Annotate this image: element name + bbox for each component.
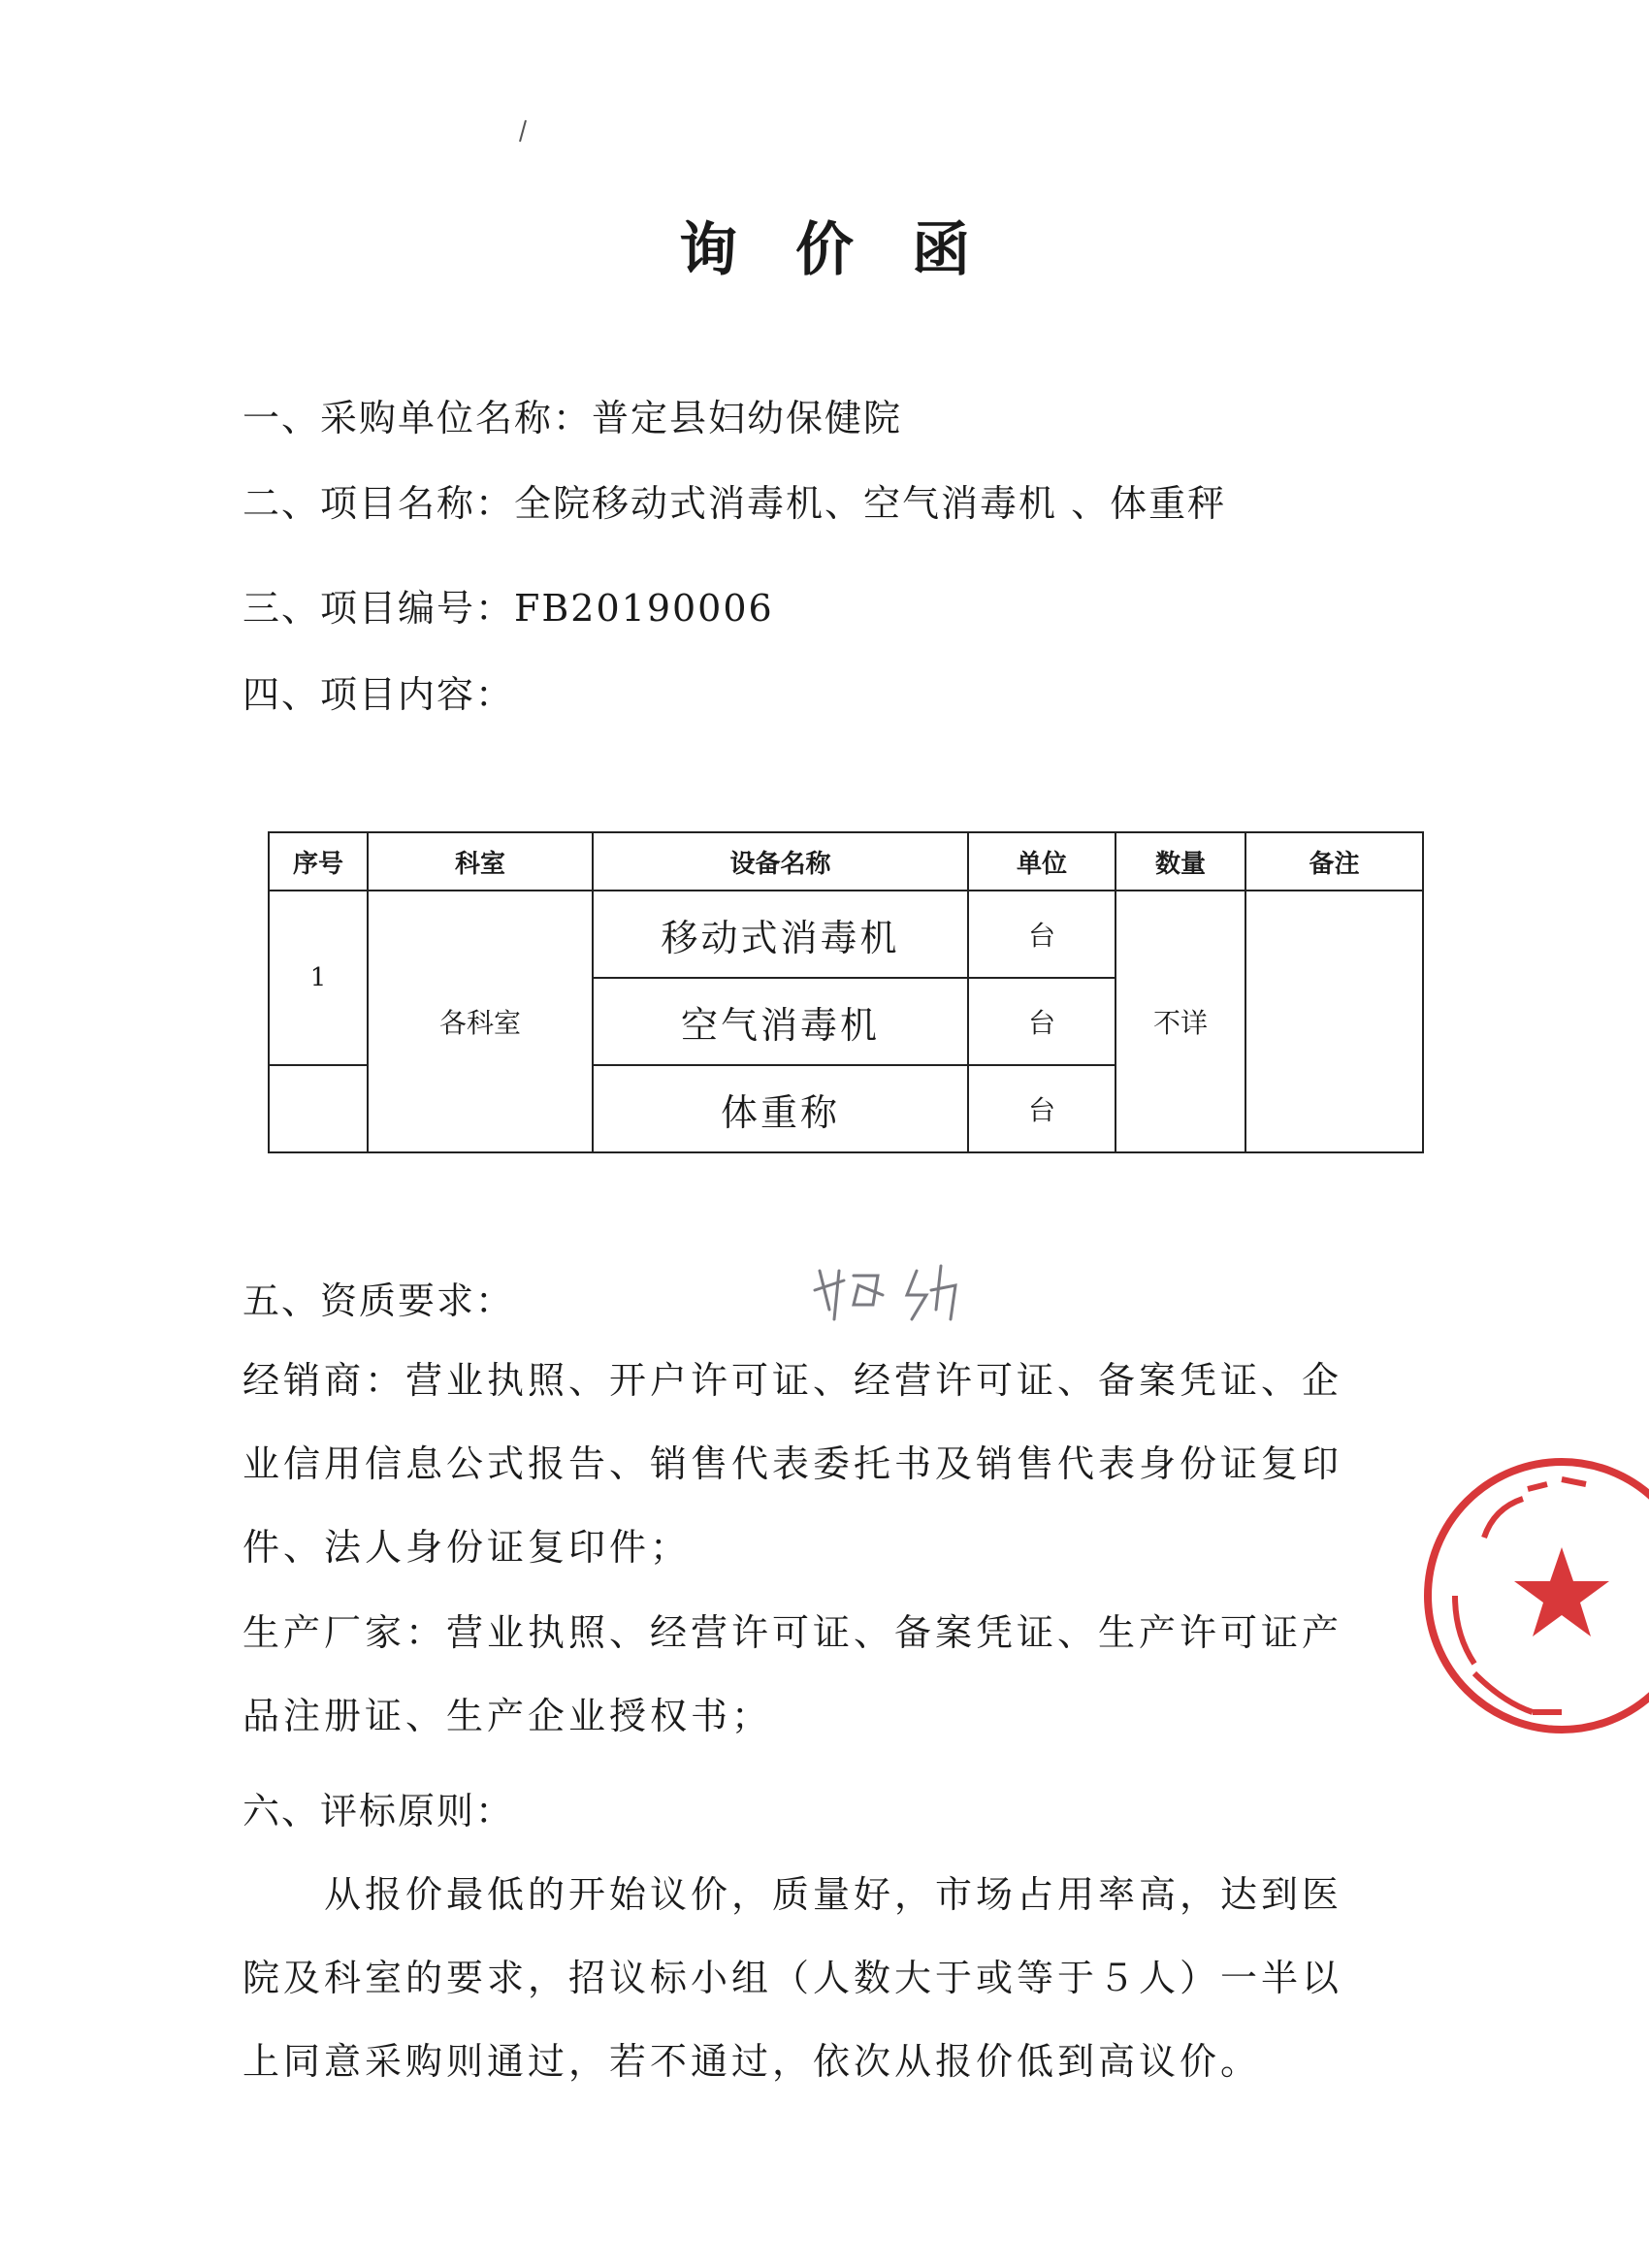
serial-cell: 1 bbox=[269, 891, 368, 1065]
item-unit-cell: 台 bbox=[968, 978, 1116, 1065]
project-name-line: 二、项目名称：全院移动式消毒机、空气消毒机 、体重秤 bbox=[242, 482, 1227, 525]
header-remark: 备注 bbox=[1245, 832, 1423, 891]
page-title: 询价函 bbox=[679, 216, 1028, 284]
header-quantity: 数量 bbox=[1116, 832, 1245, 891]
dealer-requirements: 经销商：营业执照、开户许可证、经营许可证、备案凭证、企业信用信息公式报告、销售代表委托书及销售代表身份证复印件、法人身份证复印件； bbox=[242, 1359, 1343, 1569]
manufacturer-requirements: 生产厂家：营业执照、经营许可证、备案凭证、生产许可证产品注册证、生产企业授权书； bbox=[242, 1611, 1343, 1737]
evaluation-heading: 六、评标原则： bbox=[242, 1790, 515, 1832]
item-unit-cell: 台 bbox=[968, 1065, 1116, 1152]
department-cell: 各科室 bbox=[368, 891, 593, 1152]
header-unit: 单位 bbox=[968, 832, 1116, 891]
serial-empty-cell bbox=[269, 1065, 368, 1152]
item-name-cell: 移动式消毒机 bbox=[593, 891, 968, 978]
table-header-row bbox=[269, 832, 1423, 891]
header-serial: 序号 bbox=[269, 832, 368, 891]
evaluation-body: 从报价最低的开始议价，质量好，市场占用率高，达到医院及科室的要求，招议标小组（人数大于或等于５人）一半以上同意采购则通过，若不通过，依次从报价低到高议价。 bbox=[242, 1873, 1343, 2083]
remark-cell bbox=[1245, 891, 1423, 1152]
purchaser-line: 一、采购单位名称：普定县妇幼保健院 bbox=[242, 397, 903, 439]
item-name-cell: 体重称 bbox=[593, 1065, 968, 1152]
table-row bbox=[269, 891, 1423, 978]
project-code-line: 三、项目编号：FB20190006 bbox=[242, 587, 774, 630]
scan-speck bbox=[514, 116, 534, 146]
item-name-cell: 空气消毒机 bbox=[593, 978, 968, 1065]
handwritten-note bbox=[810, 1251, 1004, 1329]
qualifications-heading: 五、资质要求： bbox=[242, 1280, 515, 1322]
project-content-line: 四、项目内容： bbox=[242, 673, 515, 716]
official-seal bbox=[1416, 1450, 1649, 1741]
header-equipment: 设备名称 bbox=[593, 832, 968, 891]
quantity-cell: 不详 bbox=[1116, 891, 1245, 1152]
header-department: 科室 bbox=[368, 832, 593, 891]
items-table bbox=[268, 831, 1424, 1153]
item-unit-cell: 台 bbox=[968, 891, 1116, 978]
